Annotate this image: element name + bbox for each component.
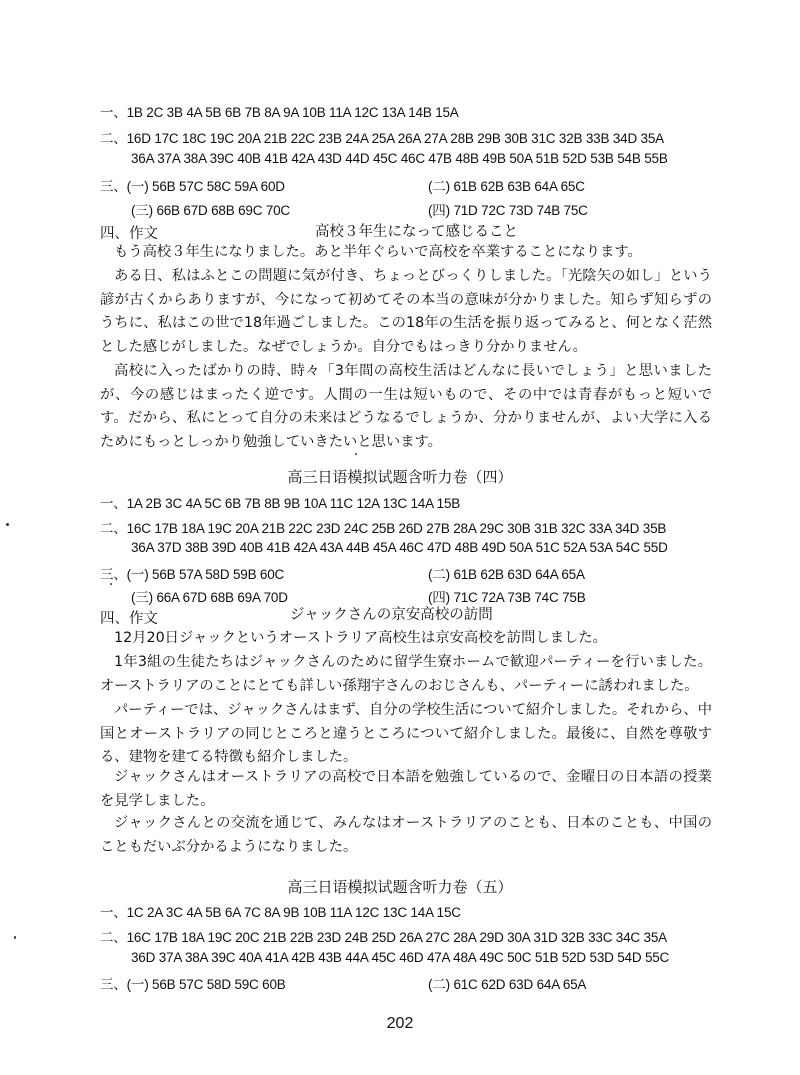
sec3-answer-row-1: 一、1B 2C 3B 4A 5B 6B 7B 8A 9A 10B 11A 12C 13A 14B 15A: [100, 105, 459, 120]
sec3-answer-row-3a-right: (二) 61B 62B 63B 64A 65C: [428, 179, 585, 194]
sec5-answer-row-1: 一、1C 2A 3C 4A 5B 6A 7C 8A 9B 10B 11A 12C 13C 14A 15C: [100, 905, 461, 920]
scan-speck: [6, 523, 9, 526]
sec5-answer-row-3a-right: (二) 61C 62D 63D 64A 65A: [428, 977, 587, 992]
sec5-answer-row-2b: 36D 37A 38A 39C 40A 41A 42B 43B 44A 45C 46D 47A 48A 49C 50C 51B 52D 53D 54D 55C: [131, 950, 670, 965]
scan-speck: [355, 453, 357, 455]
sec3-answer-row-3b-right: (四) 71D 72C 73D 74B 75C: [428, 203, 588, 218]
sec4-answer-row-3a-right: (二) 61B 62B 63D 64A 65A: [428, 567, 585, 582]
sec3-answer-row-2a: 二、16D 17C 18C 19C 20A 21B 22C 23B 24A 25A 26A 27A 28B 29B 30B 31C 32B 33B 34D 35A: [100, 131, 664, 146]
sec4-answer-row-2a: 二、16C 17B 18A 19C 20A 21B 22C 23D 24C 25B 26D 27B 28A 29C 30B 31B 32C 33A 34D 35B: [100, 521, 667, 536]
page-number: 202: [386, 1015, 414, 1032]
sec4-answer-row-1: 一、1A 2B 3C 4A 5C 6B 7B 8B 9B 10A 11C 12A 13C 14A 15B: [100, 496, 461, 511]
sec4-essay-label: 四、作文: [100, 611, 158, 627]
sec4-essay-paragraph-3: パーティーでは、ジャックさんはまず、自分の学校生活について紹介しました。それから、中国とオーストラリアの同じところと違うところについて紹介しました。最後に、自然を尊敬する、建物を建てる特徴も紹介しました。: [100, 702, 712, 765]
sec4-essay-paragraph-5: ジャックさんとの交流を通じて、みんなはオーストラリアのことも、日本のことも、中国のこともだいぶ分かるようになりました。: [100, 815, 712, 855]
sec3-answer-row-3a-left: 三、(一) 56B 57C 58C 59A 60D: [100, 179, 285, 194]
sec3-essay-paragraph-1: もう高校３年生になりました。あと半年ぐらいで高校を卒業することになります。: [114, 244, 642, 260]
sec4-answer-row-3a-left: 三、(一) 56B 57A 58D 59B 60C: [100, 567, 285, 582]
sec4-title: 高三日语模拟试题含听力卷（四）: [287, 468, 513, 486]
sec4-essay-paragraph-2: 1年3組の生徒たちはジャックさんのために留学生寮ホームで歓迎パーティーを行いました。オーストラリアのことにとても詳しい孫翔宇さんのおじさんも、パーティーに誘われました。: [100, 654, 712, 694]
sec3-essay-paragraph-3: 高校に入ったばかりの時、時々「3年間の高校生活はどんなに長いでしょう」と思いましたが、今の感じはまったく逆です。人間の一生は短いもので、その中では青春がもっと短いです。だから、私にとって自分の未来はどうなるでしょうか、分かりませんが、よい大学に入るためにもっとしっかり勉強していきたいと思います。: [100, 363, 712, 450]
sec5-title: 高三日语模拟试题含听力卷（五）: [287, 878, 513, 896]
sec5-answer-row-2a: 二、16C 17B 18A 19C 20C 21B 22B 23D 24B 25D 26A 27C 28A 29D 30A 31D 32B 33C 34C 35A: [100, 930, 667, 945]
sec4-essay-paragraph-1: 12月20日ジャックというオーストラリア高校生は京安高校を訪問しました。: [114, 630, 607, 646]
sec3-essay-title: 高校３年生になって感じること: [315, 224, 518, 240]
sec4-answer-row-3b-left: (三) 66A 67D 68B 69A 70D: [131, 590, 288, 605]
scan-speck: [110, 583, 112, 585]
sec5-answer-row-3a-left: 三、(一) 56B 57C 58D 59C 60B: [100, 977, 286, 992]
sec3-essay-label: 四、作文: [100, 226, 158, 242]
sec4-answer-row-2b: 36A 37D 38B 39D 40B 41B 42A 43A 44B 45A 46C 47D 48B 49D 50A 51C 52A 53A 54C 55D: [131, 540, 668, 555]
scan-speck: [14, 936, 16, 939]
sec4-essay-title: ジャックさんの京安高校の訪問: [290, 607, 493, 623]
sec4-essay-paragraph-4: ジャックさんはオーストラリアの高校で日本語を勉強しているので、金曜日の日本語の授業を見学しました。: [100, 769, 712, 809]
sec3-answer-row-2b: 36A 37A 38A 39C 40B 41B 42A 43D 44D 45C 46C 47B 48B 49B 50A 51B 52D 53B 54B 55B: [131, 151, 668, 166]
sec4-answer-row-3b-right: (四) 71C 72A 73B 74C 75B: [428, 590, 586, 605]
sec3-answer-row-3b-left: (三) 66B 67D 68B 69C 70C: [131, 203, 290, 218]
sec3-essay-paragraph-2: ある日、私はふとこの問題に気が付き、ちょっとびっくりしました。「光陰矢の如し」という諺が古くからありますが、今になって初めてその本当の意味が分かりました。知らず知らずのうちに、私はこの世で18年過ごしました。この18年の生活を振り返ってみると、何となく茫然とした感じがしました。なぜでしょうか。自分でもはっきり分かりません。: [100, 268, 712, 355]
